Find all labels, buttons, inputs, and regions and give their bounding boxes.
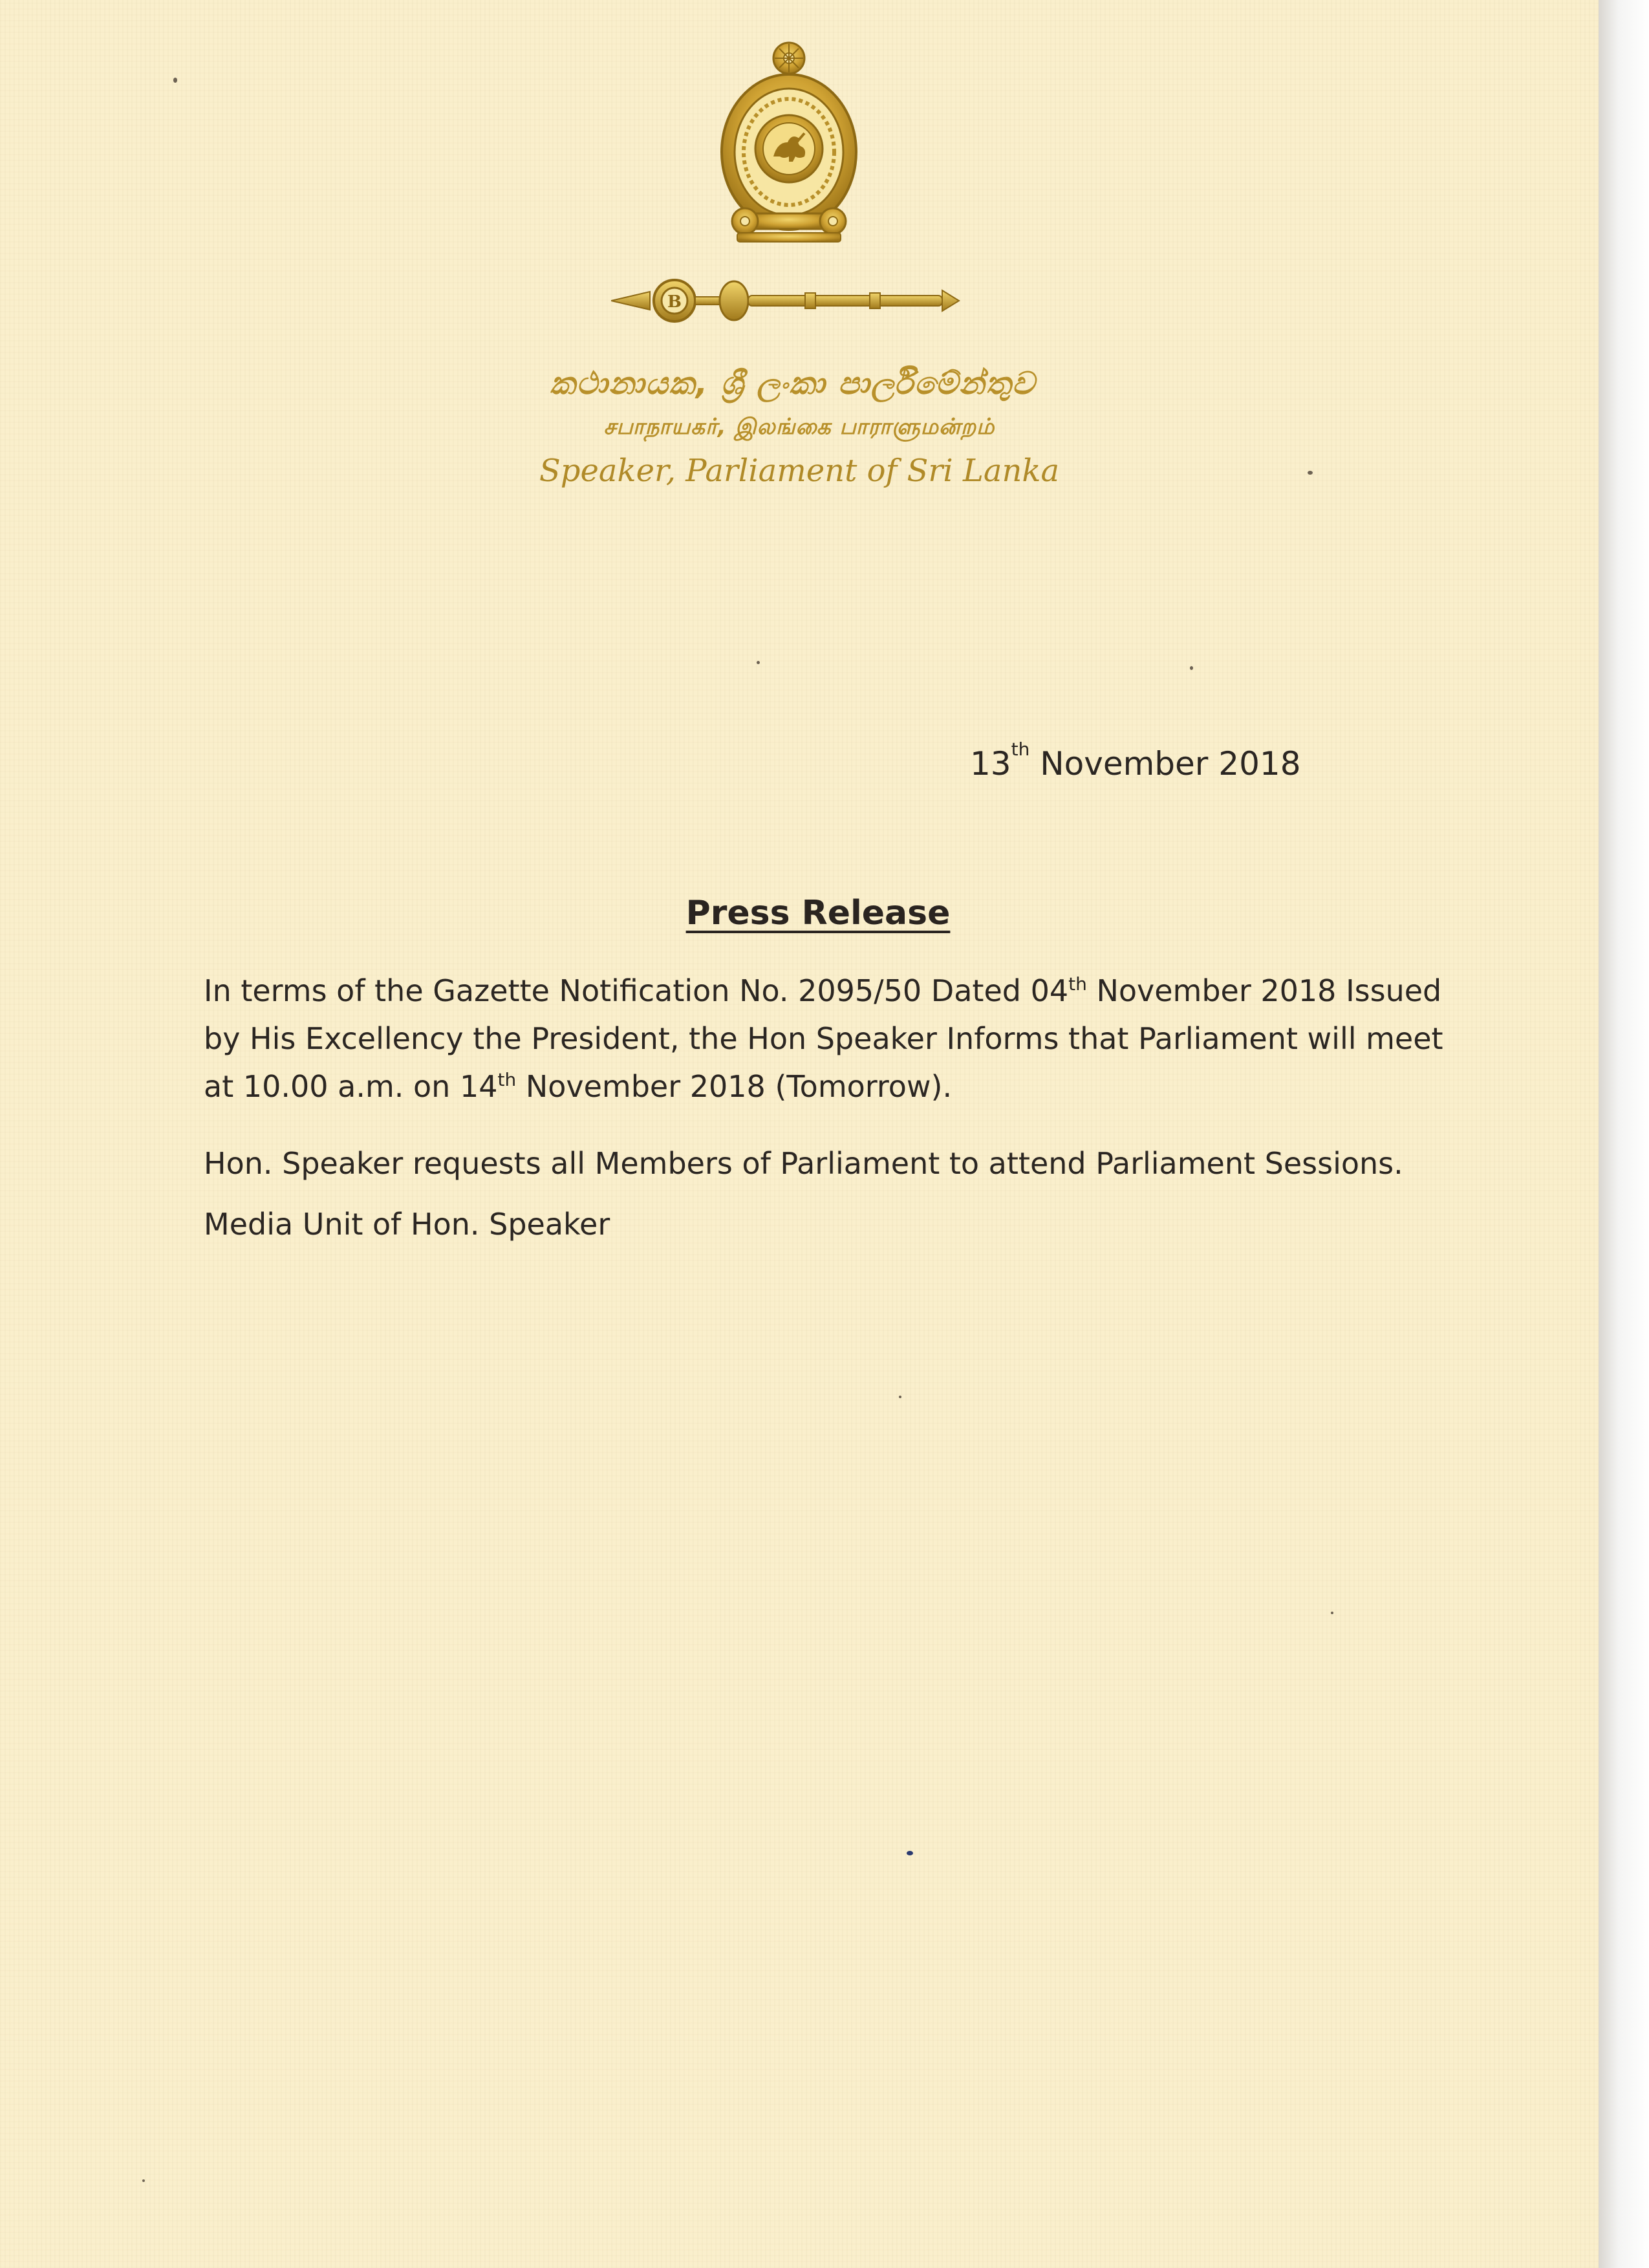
scan-edge [1599,0,1649,2268]
body-paragraph-2: Hon. Speaker requests all Members of Parliament to attend Parliament Sessions. [204,1146,1403,1181]
scan-speck [907,1851,913,1855]
p1-part-a: In terms of the Gazette Notification No. 2095/50 Dated 04 [204,973,1069,1008]
scan-speck [899,1396,901,1398]
letterhead-sinhala: කථානායක, ශ්‍රී ලංකා පාර්ලිමේන්තුව [550,365,1036,402]
scan-speck [142,2179,145,2182]
signature-line: Media Unit of Hon. Speaker [204,1207,610,1242]
date-suffix: th [1011,739,1030,760]
mace-icon [611,268,960,333]
body-paragraph-1 [204,967,1445,1110]
scan-speck [1331,1612,1333,1614]
scan-speck [757,661,760,664]
release-date [970,739,1301,783]
sri-lanka-emblem-icon [718,39,860,246]
p1-sup-b: th [497,1069,517,1090]
date-rest: November 2018 [1029,745,1301,783]
p1-part-c: November 2018 (Tomorrow). [516,1069,953,1104]
p1-sup-a: th [1068,973,1087,995]
page-title: Press Release [685,894,951,933]
letterhead-english: Speaker, Parliament of Sri Lanka [539,453,1060,489]
svg-text:B: B [667,292,682,312]
scan-speck [1308,471,1313,475]
scan-speck [173,78,177,83]
scan-speck [1190,666,1193,670]
date-day: 13 [970,745,1011,783]
p1-part-b: November 2018 Issued by His Excellency the President, the Hon Speaker Informs that Parliament will meet at 10.00 a.m. on 14 [204,973,1443,1104]
letterhead-tamil: சபாநாயகர், இலங்கை பாராளுமன்றம் [603,414,995,440]
